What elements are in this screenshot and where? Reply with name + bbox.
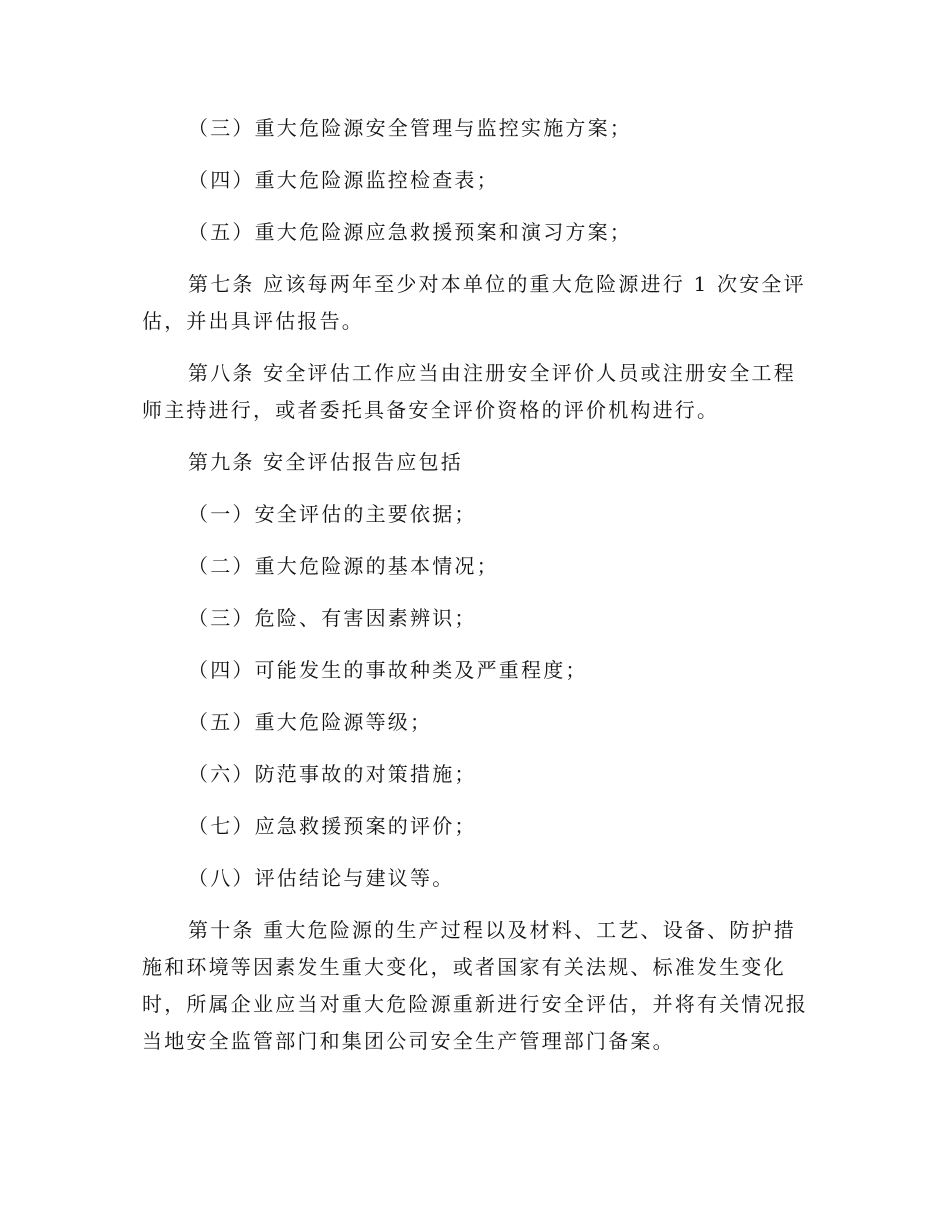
list-item-basis: （一）安全评估的主要依据； (188, 502, 477, 526)
list-item-countermeasures: （六）防范事故的对策措施； (188, 762, 477, 786)
list-item-conclusion: （八）评估结论与建议等。 (188, 866, 455, 890)
article-nine: 第九条 安全评估报告应包括 (188, 450, 463, 474)
article-seven: 第七条 应该每两年至少对本单位的重大危险源进行 1 次安全评估，并出具评估报告。 (142, 272, 806, 333)
list-item-hazard-identification: （三）危险、有害因素辨识； (188, 606, 477, 630)
list-item-emergency-plan: （五）重大危险源应急救援预案和演习方案； (188, 220, 632, 244)
list-item-plan-evaluation: （七）应急救援预案的评价； (188, 814, 477, 838)
list-item-inspection-table: （四）重大危险源监控检查表； (188, 168, 499, 192)
list-item-accident-types: （四）可能发生的事故种类及严重程度； (188, 658, 588, 682)
list-item-hazard-level: （五）重大危险源等级； (188, 710, 433, 734)
list-item-safety-plan: （三）重大危险源安全管理与监控实施方案； (188, 116, 632, 140)
list-item-basic-info: （二）重大危险源的基本情况； (188, 554, 499, 578)
article-ten: 第十条 重大危险源的生产过程以及材料、工艺、设备、防护措施和环境等因素发生重大变化，或者国家有关法规、标准发生变化时，所属企业应当对重大危险源重新进行安全评估，并将有关情况报当地安全监管部门和集团公司安全生产管理部门备案。 (142, 918, 808, 1053)
article-eight: 第八条 安全评估工作应当由注册安全评价人员或注册安全工程师主持进行，或者委托具备安全评价资格的评价机构进行。 (142, 361, 796, 422)
document-body (142, 110, 812, 1060)
